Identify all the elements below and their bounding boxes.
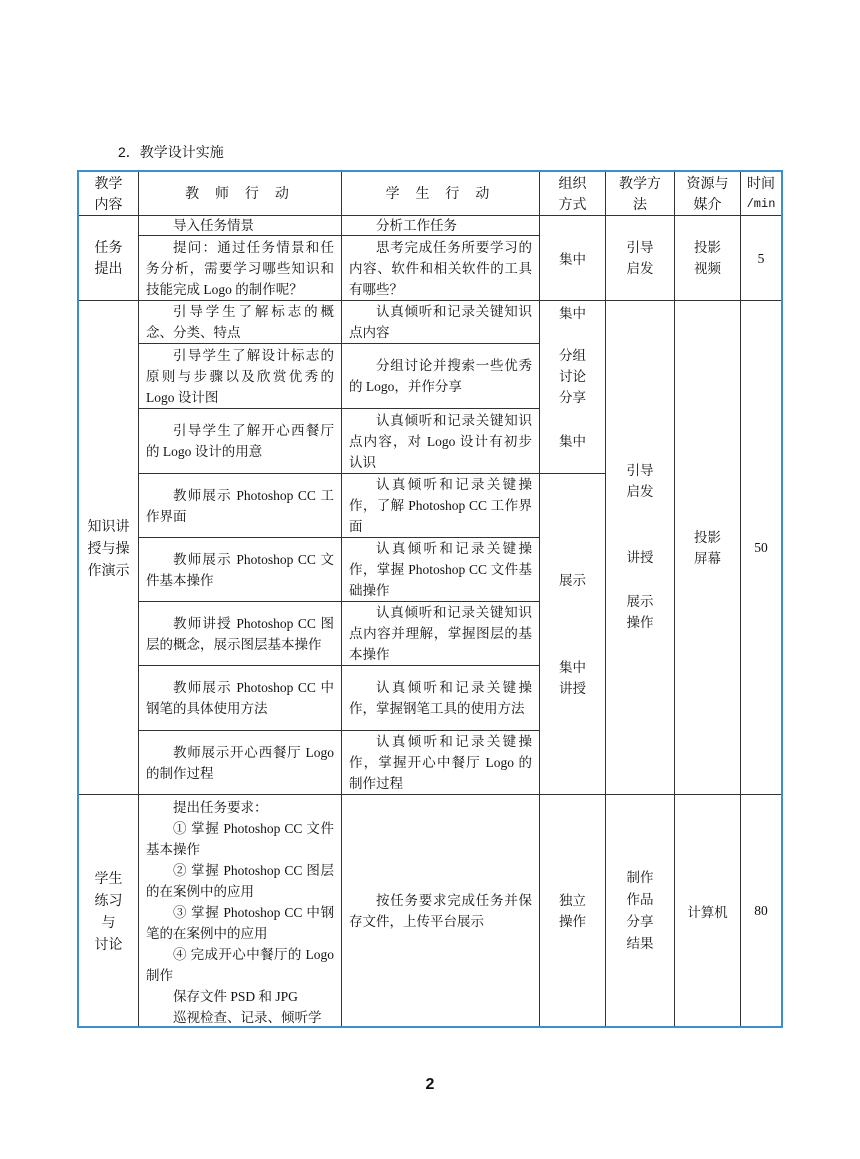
section2-org-a-group xyxy=(540,345,605,408)
section1-content xyxy=(79,216,139,301)
section2-teacher-row4-text: 教师展示 Photoshop CC 工作界面 xyxy=(146,487,334,524)
header-method xyxy=(606,172,675,216)
section3-org-line2: 操作 xyxy=(559,913,586,929)
section2-org-b xyxy=(540,474,606,795)
section2-teacher-row8-text: 教师展示开心西餐厅 Logo 的制作过程 xyxy=(146,744,334,781)
section3-content-line1: 学生 xyxy=(94,869,123,886)
header-method-line1: 教学方 xyxy=(619,174,661,191)
section2-org-a xyxy=(540,301,606,474)
section2-method-group1-line2: 启发 xyxy=(626,484,654,499)
section2-org-a-group-line2: 讨论 xyxy=(559,369,586,384)
section2-method-group2-line1: 展示 xyxy=(626,594,654,609)
section2-teacher-row7-text: 教师展示 Photoshop CC 中钢笔的具体使用方法 xyxy=(146,680,334,716)
section1-teacher-row2-text: 提问：通过任务情景和任务分析，需要学习哪些知识和技能完成 Logo 的制作呢？ xyxy=(146,239,334,297)
section3-teacher-line7: 巡视检查、记录、倾听学 xyxy=(173,1010,322,1025)
section3-teacher-line2: ① 掌握 Photoshop CC 文件基本操作 xyxy=(146,821,334,857)
section1-method-line1: 引导 xyxy=(626,240,654,255)
section3-method-line4: 结果 xyxy=(626,935,654,951)
section2-org-b-group xyxy=(540,657,605,699)
header-student: 学 生 行 动 xyxy=(342,172,540,216)
section1-method xyxy=(606,216,675,301)
section3-method-line2: 作品 xyxy=(626,891,654,907)
section2-resource xyxy=(675,301,741,795)
section2-org-a-line1: 集中 xyxy=(559,306,586,321)
section3-org-line1: 独立 xyxy=(559,892,586,908)
section2-teacher-row6 xyxy=(139,602,342,666)
section1-content-line2: 提出 xyxy=(94,260,123,276)
section3-teacher xyxy=(139,795,342,1026)
section2-teacher-row4 xyxy=(139,474,342,538)
section2-org-a-group-line3: 分享 xyxy=(559,390,586,405)
section2-student-row6 xyxy=(342,602,540,666)
section3-content-line3: 与 xyxy=(101,913,116,930)
section3-student xyxy=(342,795,540,1026)
section3-method-line3: 分享 xyxy=(626,913,654,929)
section3-content xyxy=(79,795,139,1026)
section2-method-group2 xyxy=(606,591,674,633)
section1-resource-line2: 视频 xyxy=(694,261,721,276)
section1-resource-line1: 投影 xyxy=(694,240,721,255)
section3-teacher-line6: 保存文件 PSD 和 JPG xyxy=(173,989,298,1004)
section2-teacher-row1 xyxy=(139,301,342,344)
section2-org-b-group-line2: 讲授 xyxy=(559,681,586,696)
header-content-line2: 内容 xyxy=(94,195,123,212)
section2-student-row6-text: 认真倾听和记录关键知识点内容并理解，掌握图层的基本操作 xyxy=(349,605,532,662)
header-resource xyxy=(675,172,741,216)
header-org-line1: 组织 xyxy=(558,174,587,191)
section2-org-b-group-line1: 集中 xyxy=(559,660,586,675)
section2-student-row8 xyxy=(342,731,540,795)
section-title: 2．教学设计实施 xyxy=(118,144,224,160)
section2-method-line: 讲授 xyxy=(626,550,654,565)
section1-student-row1 xyxy=(342,216,540,236)
header-time xyxy=(741,172,781,216)
section3-teacher-line4: ③ 掌握 Photoshop CC 中钢笔的在案例中的应用 xyxy=(146,905,334,941)
header-teacher: 教 师 行 动 xyxy=(139,172,342,216)
section2-student-row2-text: 分组讨论并搜索一些优秀的 Logo，并作分享 xyxy=(349,358,532,394)
header-time-line1: 时间 xyxy=(747,174,775,191)
section3-resource: 计算机 xyxy=(675,795,741,1026)
section2-teacher-row5 xyxy=(139,538,342,602)
section2-student-row2 xyxy=(342,344,540,409)
section2-student-row1-text: 认真倾听和记录关键知识点内容 xyxy=(349,304,532,340)
section2-method-group2-line2: 操作 xyxy=(626,615,654,630)
section2-student-row1 xyxy=(342,301,540,344)
section2-student-row3 xyxy=(342,409,540,474)
section2-org-a-line2: 集中 xyxy=(559,434,586,449)
section1-time: 5 xyxy=(741,216,781,301)
section2-content-line3: 作演示 xyxy=(87,561,130,578)
header-resource-line1: 资源与 xyxy=(686,174,729,191)
section2-teacher-row3-text: 引导学生了解开心西餐厅的 Logo 设计的用意 xyxy=(146,423,334,459)
header-org-line2: 方式 xyxy=(558,195,587,212)
teaching-design-table xyxy=(77,170,783,1028)
section2-org-a-group-line1: 分组 xyxy=(559,348,586,363)
section3-org xyxy=(540,795,606,1026)
header-content-line1: 教学 xyxy=(94,174,123,191)
section2-student-row4 xyxy=(342,474,540,538)
header-resource-line2: 媒介 xyxy=(693,195,722,212)
section1-org: 集中 xyxy=(540,216,606,301)
section1-method-line2: 启发 xyxy=(626,261,654,276)
page-number: 2 xyxy=(425,1076,435,1093)
section3-teacher-line1: 提出任务要求： xyxy=(173,800,268,815)
section2-method-group1 xyxy=(606,460,674,502)
section1-teacher-row1 xyxy=(139,216,342,236)
section1-student-row1-text: 分析工作任务 xyxy=(376,217,457,233)
header-org xyxy=(540,172,606,216)
section2-method xyxy=(606,301,675,795)
section2-teacher-row3 xyxy=(139,409,342,474)
section1-student-row2 xyxy=(342,236,540,301)
section2-content-line1: 知识讲 xyxy=(87,517,130,534)
section3-method xyxy=(606,795,675,1026)
section2-time: 50 xyxy=(741,301,781,795)
section2-student-row3-text: 认真倾听和记录关键知识点内容，对 Logo 设计有初步认识 xyxy=(349,412,532,470)
section2-resource-line2: 屏幕 xyxy=(694,550,721,566)
section2-content-line2: 授与操 xyxy=(87,539,130,556)
header-content xyxy=(79,172,139,216)
header-time-line2: /min xyxy=(746,196,776,211)
section3-method-line1: 制作 xyxy=(626,869,654,885)
section2-student-row8-text: 认真倾听和记录关键操作，掌握开心中餐厅 Logo 的制作过程 xyxy=(349,734,532,791)
section3-time: 80 xyxy=(754,903,768,918)
section3-student-text: 按任务要求完成任务并保存文件，上传平台展示 xyxy=(349,892,532,929)
section2-student-row7-text: 认真倾听和记录关键操作，掌握钢笔工具的使用方法 xyxy=(349,680,532,716)
section2-teacher-row8 xyxy=(139,731,342,795)
section1-teacher-row2 xyxy=(139,236,342,301)
section1-student-row2-text: 思考完成任务所要学习的内容、软件和相关软件的工具有哪些？ xyxy=(349,239,532,297)
section2-resource-line1: 投影 xyxy=(694,529,721,545)
section2-student-row5-text: 认真倾听和记录关键操作，掌握 Photoshop CC 文件基础操作 xyxy=(349,541,532,598)
section2-student-row5 xyxy=(342,538,540,602)
section2-method-group1-line1: 引导 xyxy=(626,463,654,478)
section3-content-line2: 练习 xyxy=(94,891,123,908)
section2-teacher-row7 xyxy=(139,666,342,731)
section2-teacher-row5-text: 教师展示 Photoshop CC 文件基本操作 xyxy=(146,551,334,588)
header-method-line2: 法 xyxy=(633,195,647,212)
section1-resource xyxy=(675,216,741,301)
section2-student-row7 xyxy=(342,666,540,731)
section2-teacher-row2-text: 引导学生了解设计标志的原则与步骤以及欣赏优秀的 Logo 设计图 xyxy=(146,347,334,405)
section2-org-b-line1: 展示 xyxy=(559,573,586,588)
section2-teacher-row2 xyxy=(139,344,342,409)
section1-teacher-row1-text: 导入任务情景 xyxy=(173,217,254,233)
section3-teacher-line3: ② 掌握 Photoshop CC 图层的在案例中的应用 xyxy=(146,863,334,899)
section3-teacher-line5: ④ 完成开心中餐厅的 Logo 制作 xyxy=(146,947,334,983)
section3-content-line4: 讨论 xyxy=(94,935,123,952)
section2-teacher-row1-text: 引导学生了解标志的概念、分类、特点 xyxy=(146,304,334,340)
section2-content xyxy=(79,301,139,795)
section1-content-line1: 任务 xyxy=(94,239,123,255)
section2-teacher-row6-text: 教师讲授 Photoshop CC 图层的概念，展示图层基本操作 xyxy=(146,615,334,652)
section2-student-row4-text: 认真倾听和记录关键操作，了解 Photoshop CC 工作界面 xyxy=(349,477,532,534)
